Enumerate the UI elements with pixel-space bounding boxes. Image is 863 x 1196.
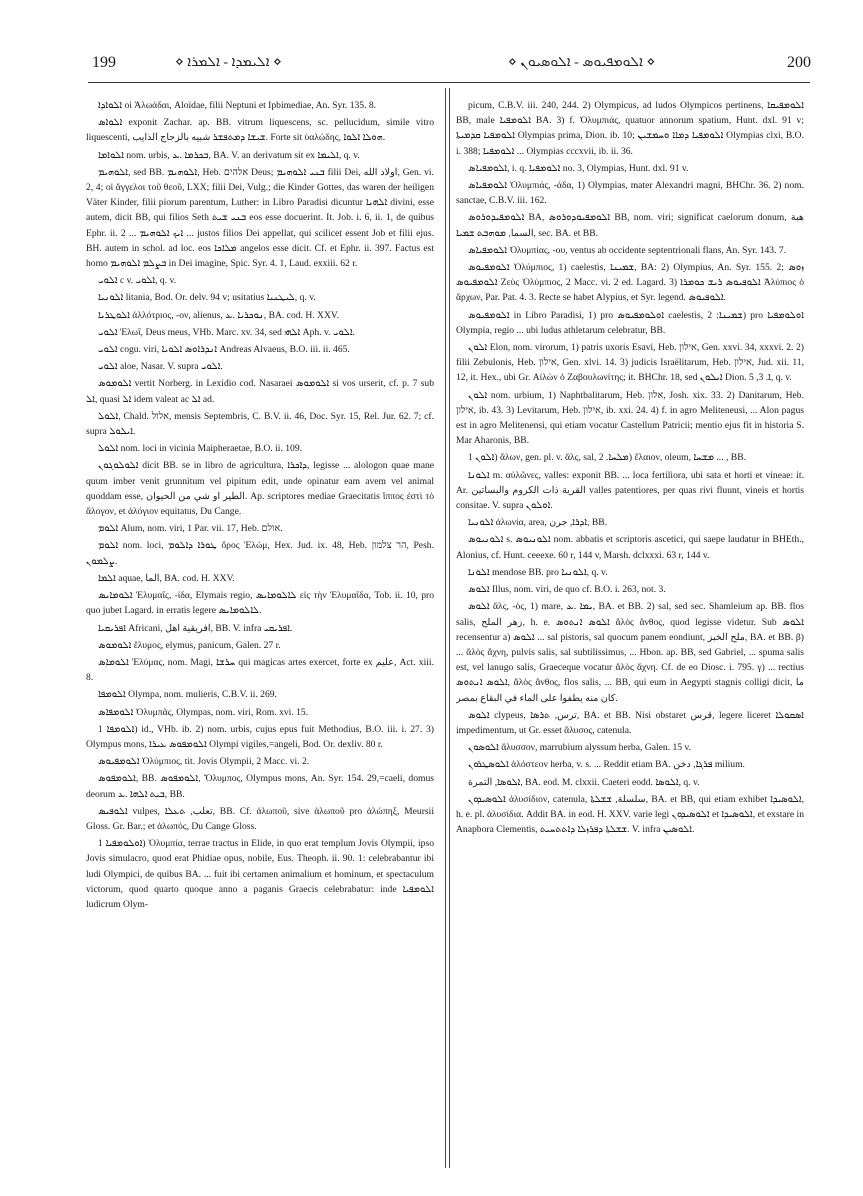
dictionary-entry: ܐܠܘܣ ἅλς, -ὸς, 1) mare, ܝܡܐ .ܥ, BA. et BB. 2) sal, sed sec. Shamleium ap. BB. flos salis, زهر الملح, h. e. ܐܠܘܣ ܐܢܬܘܣ ἅλὸς ἄνθος, quod legisse videtur. Sub ܐܠܘܣ recensentur a) ܐܠܘܣ ... sal pistoris, sal quocum panem eondiunt, ملح الخبز, BA. et BB. β) ... ἄλὸς ἄχνη, pulvis salis, sal subtilissimus, ... Hbon. ap. BB, sed Gabriel, ... spuma salis est, vel lanugo salis, Graeceque vocatur ἄλὸς ἄχνη. Cf. de eo Diosc. i. 795. γ) ... rectius ܐܠܘܣ ܐܢܬܘܣ, ἄλὸς ἄνθος, flos salis, ... BB, qui eum in Aegypti stagnis colligi dicit, ما كان منه يطفوا على الماء في البقاع بمصر. <box>456 601 804 704</box>
dictionary-entry: ܐܠܘܣܛܪܘܢ ἀλόστεον herba, v. s. ... Reddit etiam BA. ܦܪܓܐ, دخن milium. <box>468 759 745 771</box>
dictionary-entry: ܐܠܘܢܐ mendose BB. pro ܐܠܘܢܝܐ, q. v. <box>468 566 608 578</box>
running-title-left: ⋄ ܐܠܝܡܕܐ - ܐܠܡܪܐ ⋄ <box>175 55 282 70</box>
dictionary-entry: ܐܠܘܣܘܢ ἄλυσσον, marrubium alyssum herba, Galen. 15 v. <box>468 742 692 754</box>
dictionary-entry: ܐܠܘܗܝܡ, sed BB. ܐܠܘܗܝܡ, Heb. אלהים Deus; ܒܢܝ ܐܠܘܗܝܡ filii Dei, اولاد الله, Gen. vi. 2, 4; οἱ ἄγγελοι τοῦ θεοῦ, LXX; filii Dei, Vulg.; die Kinder Gottes, das waren der heiligen Väter Kinder, filii piorum parentum, Luther: in Libro Paradisi dicuntur ܐܠܗܝܐ divini, esse autem, dicit BB, qui filios Seth ܒܢܝ ܫܝܬ eos esse docuerint. It. Job. i. 6, ii. 1, de quibus Ephr. ii. 2 ... ܐܝܟ ܐܠܘܗܝܡ ... justos filios Dei appellat, qui scilicet essent Job et filii ejus. BH. autem in schol. ad loc. eos ܡܠܐܟܐ angelos esse dicit. Cf. et Ephr. ii. 397. Factus est homo ܒܨܠܡ ܐܠܘܗܝܡ in Dei imagine, Spic. Syr. 4. 1, Laud. exxiii. 62 r. <box>86 166 434 270</box>
dictionary-entry: ܐܠܘܡܦܝܘܣ in Libro Paradisi, 1) pro ܐܘܠܘܡܦܝܘܣ caelestis, ܫܡܝܢܐ: 2) pro ܐܘܠܘܡܦܝܐ Olympia, regio ... ubi ludus athletarum celebratur, BB. <box>456 309 804 336</box>
dictionary-entry: ܐܠܘܠ nom. loci in vicinia Maipheraetae, B.O. ii. 109. <box>98 443 303 455</box>
dictionary-entry: ܐܠܘܡܦܝܐܣ, i. q. ܐܠܘܡܦܝܐ no. 3, Olympias, Hunt. dxl. 91 v. <box>468 162 689 174</box>
column-divider <box>445 88 446 1168</box>
dictionary-entry: ܐܠܘܡ nom. loci, ܛܘܪܐ ܕܐܠܘܡ ὄρος Ἐλώμ, Hex. Jud. ix. 48, Heb. הר צלמון, Pesh. ܨܠܡܘܢ. <box>86 540 434 567</box>
dictionary-entry: ܐܠܘܝ aloe, Nasar. V. supra ܐܠܘܝ. <box>98 361 223 373</box>
dictionary-entry: ܐܠܘܐܕܐ οἱ Ἀλωάδαι, Aloïdae, filii Neptuni et Ipbimediae, An. Syr. 135. 8. <box>98 100 377 111</box>
dictionary-entry: ܐܠܘܡܐܣ Ἐλύμας, nom. Magi, ܚܪܫܐ qui magicas artes exercet, forte ex عليم, Act. xiii. 8. <box>86 656 434 684</box>
dictionary-entry: ܐܠܘܡܦܝܘܣ Ὀλύμπιος, tit. Jovis Olympii, 2 Macc. vi. 2. <box>98 756 310 768</box>
dictionary-entry: ܐܠܘܡܐܝܣ Ἐλυμαΐς, -ίδα, Elymais regio, ܠܐܠܘܡܐܝܣ εἰς τὴν Ἐλυμαΐδα, Tob. ii. 10, pro quo jubet Lagard. in erratis legere ܠܐܠܘܡܐܝܣ. <box>86 590 434 617</box>
dictionary-entry: ܐܠܘܢ Elon, nom. virorum, 1) patris uxoris Esavi, Heb. אילון, Gen. xxvi. 34, xxxvi. 2. 2) filii Zebulonis, Heb. אילון, Gen. xlvi. 14. 3) judicis Israëlitarum, Heb. אילון, Jud. xii. 11, 12, it. Hex., ubi Gr. Αἰλὼν ὁ Ζαβουλωνίτης; it. BHChr. 18, sed ܐܝܠܘܢ Dion. ܐ. 3, 5, q. v. <box>456 342 804 384</box>
dictionary-entry: ܐܠܘܢ nom. urbium, 1) Naphtbalitarum, Heb. אלון, Josh. xix. 33. 2) Danitarum, Heb. אילון, ib. 43. 3) Levitarum, Heb. אילון, ib. xxi. 24. 4) f. in agro Meliteneusi, ... Alon pagus est in agro Melitenensi, qui etiam vocatur Castellum Patricii; mentio ejus fit in historia S. Mar Aharonis, BB. <box>456 389 804 447</box>
left-column <box>86 98 434 1168</box>
dictionary-entry: ܐܠܘܛܪܝܐ ἀλλότριος, -ον, alienus, ܢܘܟܪܝܐ .ܥ, BA. cod. H. XXV. <box>98 309 340 321</box>
header-rule <box>88 82 810 83</box>
right-column <box>456 98 804 1168</box>
dictionary-entry: ܐܠܘܝ cogu. viri, ܐܢܕܪܐܘܣ ܐܠܘܝܐ Andreas Alvaeus, B.O. iii. ii. 465. <box>98 344 350 356</box>
dictionary-entry: ܐܠܘܡ Alum, nom. viri, 1 Par. vii. 17, Heb. אולם. <box>98 523 283 535</box>
dictionary-entry: ܐܠܘܢ 1) ἄλων, gen. pl. v. ἅλς, sal, ܡܠܚܐ. 2) ἔλαιον, oleum, ܡܫܚܐ ... , BB. <box>468 452 746 464</box>
dictionary-entry: ܐܠܘܦܝܣ vulpes, تعلب, ܬܥܠܐ, BB. Cf. ἀλωποῦ, sive ἀλωποῦ pro ἀλώπηξ, Meursii Gloss. Gr. Bar.; et ἀλωπός, Du Cange Gloss. <box>86 805 434 832</box>
dictionary-entry: ܐܘܠܘܡܦܝܐ 1) Ὀλυμπία, terrae tractus in Elide, in quo erat templum Jovis Olympii, ipso Jovis simulacro, quod erat Phidiae opus, nobile, Eus. Theoph. ii. 90. 1: celebrabantur ibi ludi Olympici, de quibus BA. ... fuit ibi certamen animalium et hominum, et spectaculum victorum, quod quarto quoque anno a paganis Graecis celebrabatur: inde ܐܠܘܡܦܝܐ ludicrum Olym- <box>86 838 434 910</box>
dictionary-entry: ܐܠܘܢܝܐ litania, Bod. Or. delv. 94 v; usitatius ܠܝܛܢܝܐ, q. v. <box>98 292 316 304</box>
dictionary-entry: ܐܠܘܠ, Chald. אלול, mensis Septembris, C. B.V. ii. 46, Doc. Syr. 15, Rel. Jur. 62. 7; cf. supra ܐܝܠܘܠ. <box>86 410 434 438</box>
dictionary-entry: ܐܠܘܡܘܣ ἔλυμος, elymus, panicum, Galen. 27 r. <box>98 639 281 651</box>
dictionary-entry: ܐܠܘܢܐ m. αὐλῶνες, valles: exponit BB. ... loca fertiliora, ubi sata et horti et vineae: it. Ar. القرية ذات الكروم والبساتين valles patentiores, per quas rivi fluunt, vineis et hortis consitae. V. supra ܐܘܠܘܢ. <box>456 469 804 512</box>
dictionary-entry: ܐܠܘܡܦܝܐܣ Ὀλυμπίας, -ου, ventus ab occidente septentrionali flans, An. Syr. 143. 7. <box>468 244 787 256</box>
dictionary-entry: ܐܠܘܡܦܝܕܘܪܘܣ BA, ܐܠܘܡܦܝܘܕܘܪܘܣ BB, nom. viri; significat caelorum donum, هبة السما, ܡܘܗܒܬ ܫܡܝܐ, sec. BA. et BB. <box>456 212 804 239</box>
dictionary-entry: ܐܠܘܐܣ exponit Zachar. ap. BB. vitrum liquescens, sc. pellucidum, simile vitro liquescenti, ܫܝܫܐ ܕܡܬܦܫܪ شبيه بالزجاج الذايب. Forte sit ὑαλώδης, ܗܘܠܐ ܐܠܘܐ. <box>86 117 434 144</box>
dictionary-entry: ܐܠܘܠܘܓܘܢ dicit BB. se in libro de agricultura, ܕܐܟܪܐ, legisse ... alologon quae mane quum imber venit grunnitum vel pipitum edit, unde opinatur eam avem vel animal quoddam esse, الطير او شي من الحيوان. Ap. scriptores mediae Graecitatis ἵππος ἐστὶ τὸ ἄλογον, et ἀλόγιον equitatus, Du Cange. <box>86 460 434 518</box>
dictionary-entry: ܐܠܡܐ aquae, الما, BA. cod. H. XXV. <box>98 572 235 584</box>
dictionary-entry: ܐܠܘܡܦܝܘܣ Ὀλύμπιος, 1) caelestis, ܫܡܝܢܐ, BA: 2) Olympius, An. Syr. 155. 2; ܙܘܣ ܐܠܘܡܦܝܘܣ Ζεὺς Ὀλύμπιος, 2 Macc. vi. 2 ed. Lagard. 3) ܐܠܘܦܝܘܣ ܪܝܫ ܟܘܡܪܐ Ἀλύπιος ὁ ἄρχων, Par. Pat. 4. 3. Recte se habet Alypius, et Syr. legend. ܐܠܘܦܝܘܣ. <box>456 262 804 304</box>
page-number-right: 200 <box>787 54 811 71</box>
page-number-left: 199 <box>92 54 116 71</box>
dictionary-entry: ܐܠܘܡܦܘܣ, BB. ܐܠܘܡܦܘܣ, Ὄλυμπος, Olympus mons, An. Syr. 154. 29,=caeli, domus deorum ܒܝܬ ܐܠܗܐ .ܥ, BB. <box>86 773 434 800</box>
dictionary-entry: ܐܠܘܡܦܐ Olympa, nom. mulieris, C.B.V. ii. 269. <box>98 689 277 701</box>
dictionary-entry: ܐܠܘܡܦܝܐܣ Ὀλυμπιάς, -άδα, 1) Olympias, mater Alexandri magni, BHChr. 36. 2) nom. sanctae, C.B.V. iii. 162. <box>456 180 804 207</box>
dictionary-entry: ܐܠܘܣ Illus, nom. viri, de quo cf. B.O. i. 263, not. 3. <box>468 584 666 596</box>
running-title-right: ⋄ ܐܠܘܡܦܝܘܣ - ܐܠܘܣܝܘܢ ⋄ <box>508 55 656 70</box>
dictionary-entry: ܐܠܘܢܝܐ ἀλωνία, area, ܐܕܪܐ, جرن, BB. <box>468 517 608 529</box>
dictionary-entry: ܐܠܘܡܘܣ vertit Norberg. in Lexidio cod. Nasaraei ܐܠܘܡܘܣ si vos urserit, cf. p. 7 sub ܐܠ, quasi ܐܠ idem valeat ac ܐܠ ad. <box>86 378 434 405</box>
dictionary-entry: ܐܠܘܣܐ, التمرة, BA. eod. M. clxxii. Caeteri eodd. ܐܠܘܣܐ, q. v. <box>468 776 700 788</box>
dictionary-entry: ܐܦܪܝܩܝܐ Africani, افريقية اهل, BB. V. infra ܐܦܪܝܩܝ. <box>98 622 293 634</box>
dictionary-entry: ܐܠܘܢܝܘܣ s. ܐܠܘܢܝܘܣ nom. abbatis et scriptoris ascetici, qui saepe laudatur in BHEth., Alonius, cf. Hunt. ceeexe. 60 r, 144 v, Marsh. dclxxxi. 63 r, 144 v. <box>456 534 804 561</box>
dictionary-entry: ܐܠܘܣܝܕܘܢ ἀλυσίδιον, catenula, سلسلة, ܫܫܠܬܐ, BA. et BB, qui etiam exhibet ܐܠܘܣܝܕܐ, h. e. pl. ἀλυσίδια. Addit BA. in eod. H. XXV. varie legi ܐܠܘܣܝܕܘܢ et ܐܠܘܣܝܕܐ, et exstare in Anapbora Clementis, ܫܫܠܬܐ ܕܦܪܙܠܐ ܕܐܬܬܚܝܬ. V. infra ܐܠܘܣܝܢ. <box>456 793 804 836</box>
dictionary-entry: ܐܠܘܣ clypeus, ترس, ܬܪܣܐ, BA. et BB. Nisi obstaret قرس, legere liceret ܐܣܩܘܠܐ impedimentum, ut Gr. esset ἄλυσος, catenula. <box>456 709 804 736</box>
dictionary-entry: ܐܠܘܝ Ἐλωΐ, Deus meus, VHb. Marc. xv. 34, sed ܐܠܗܝ Aph. v. ܐܠܘܝ. <box>98 326 355 338</box>
dictionary-entry: ܐܠܘܝ c v. ܐܠܘܝ, q. v. <box>98 275 177 287</box>
dictionary-entry: ܐܠܘܡܦܐܣ Ὀλυμπᾶς, Olympas, nom. viri, Rom. xvi. 15. <box>98 706 309 718</box>
column-divider-inner <box>449 88 450 1168</box>
dictionary-entry: picum, C.B.V. iii. 240, 244. 2) Olympicus, ad ludos Olympicos pertinens, ܐܠܘܡܦܝܩܐ BB, male ܐܠܘܡܦܝܐ BA. 3) f. Ὀλυμπιάς, quatuor annorum spatium, Hunt. dxl. 91 v; ܐܠܘܡܦܝܐ ܩܕܡܝܬܐ Olympias prima, Dion. ib. 10; ܐܠܘܡܦܝܐ ܕܡܐܐ ܘܚܡܫܝܢ Olympias clxi, B.O. i. 388; ܐܠܘܡܦܝܐ ... Olympias cccxvii, ib. ii. 36. <box>456 100 804 157</box>
dictionary-entry: ܐܠܘܡܦܐ 1) id., VHb. ib. 2) nom. urbis, cujus epus fuit Methodius, B.O. iii. i. 27. 3) Olympus mons, ܐܠܘܡܦܘܣ ܥܝܪܐ Olympi vigiles,=angeli, Bod. Or. dexliv. 80 r. <box>86 723 434 750</box>
dictionary-entry: ܐܠܘܐܡܐ nom. urbis, ܒܟܪܡܐ .ܥ, BA. V. an derivatum sit ex ܐܠܝܡܐ, q. v. <box>98 149 360 161</box>
